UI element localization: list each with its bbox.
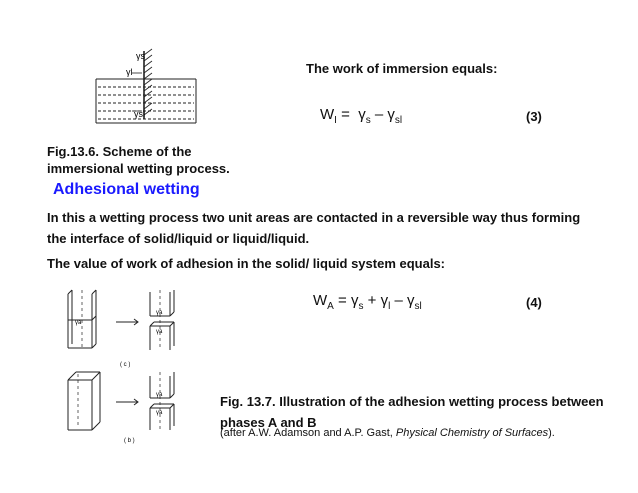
eq-symbol: γ [350,292,359,309]
column-b-after [150,372,174,430]
eq-operator: + [363,292,381,309]
interface-label: γa [75,320,82,326]
paragraph-line: the interface of solid/liquid or liquid/liquid. [47,231,310,246]
section-heading: Adhesional wetting [53,181,200,198]
eq-symbol: γ [380,292,389,309]
source-book-title: Physical Chemistry of Surfaces [395,427,549,439]
eq-operator: = [336,106,359,123]
eq-symbol: γ [406,292,415,309]
eq-subscript: I [334,115,337,126]
eq-symbol: γ [358,106,366,123]
eq-symbol: W [313,292,328,309]
panel-b-label: ( b ) [124,438,135,444]
source-text: ). [548,427,555,439]
eq-subscript: sl [394,115,403,126]
equation-4 [313,292,422,312]
caption-line: immersional wetting process. [47,161,230,176]
eq-operator: – [370,106,388,123]
eq-subscript: A [327,301,334,312]
surface-label: γa [156,329,163,335]
column-b-before [68,372,100,430]
figure-13-7-source [220,427,555,439]
figure-13-6-caption [47,143,230,177]
caption-line: phases A and B [220,415,317,430]
eq-symbol: W [320,106,335,123]
eq-operator: – [390,292,407,309]
surface-label: γa [156,310,163,316]
paragraph-line: The value of work of adhesion in the solid/ liquid system equals: [47,256,446,271]
immersion-scheme-figure [92,45,202,127]
equation-3 [320,106,402,126]
surface-label: γa [156,392,163,398]
surface-label: γa [156,410,163,416]
eq-subscript: s [365,115,371,126]
caption-line: Fig. 13.7. Illustration of the adhesion wetting process between [220,394,604,409]
eq-operator: = [333,292,351,309]
paragraph-line: In this a wetting process two unit areas are contacted in a reversible way thus forming [47,210,581,225]
immersion-intro: The work of immersion equals: [306,61,498,76]
eq-subscript: sl [414,301,422,312]
equation-4-number: (4) [526,295,542,310]
source-text: (after A.W. Adamson and A.P. Gast, [220,427,396,439]
eq-symbol: γ [387,106,395,123]
equation-3-number: (3) [526,109,542,124]
eq-subscript: l [388,301,391,312]
caption-line: Fig.13.6. Scheme of the [47,144,192,159]
column-c-after [150,290,174,350]
gamma-s-label: γs [136,51,145,61]
gamma-l-label: γl [126,67,133,77]
panel-c-label: ( c ) [120,362,131,368]
eq-subscript: s [358,301,364,312]
column-c-before [68,290,96,348]
adhesion-scheme-figure [58,286,198,446]
gamma-sl-label: γsl [134,109,145,119]
